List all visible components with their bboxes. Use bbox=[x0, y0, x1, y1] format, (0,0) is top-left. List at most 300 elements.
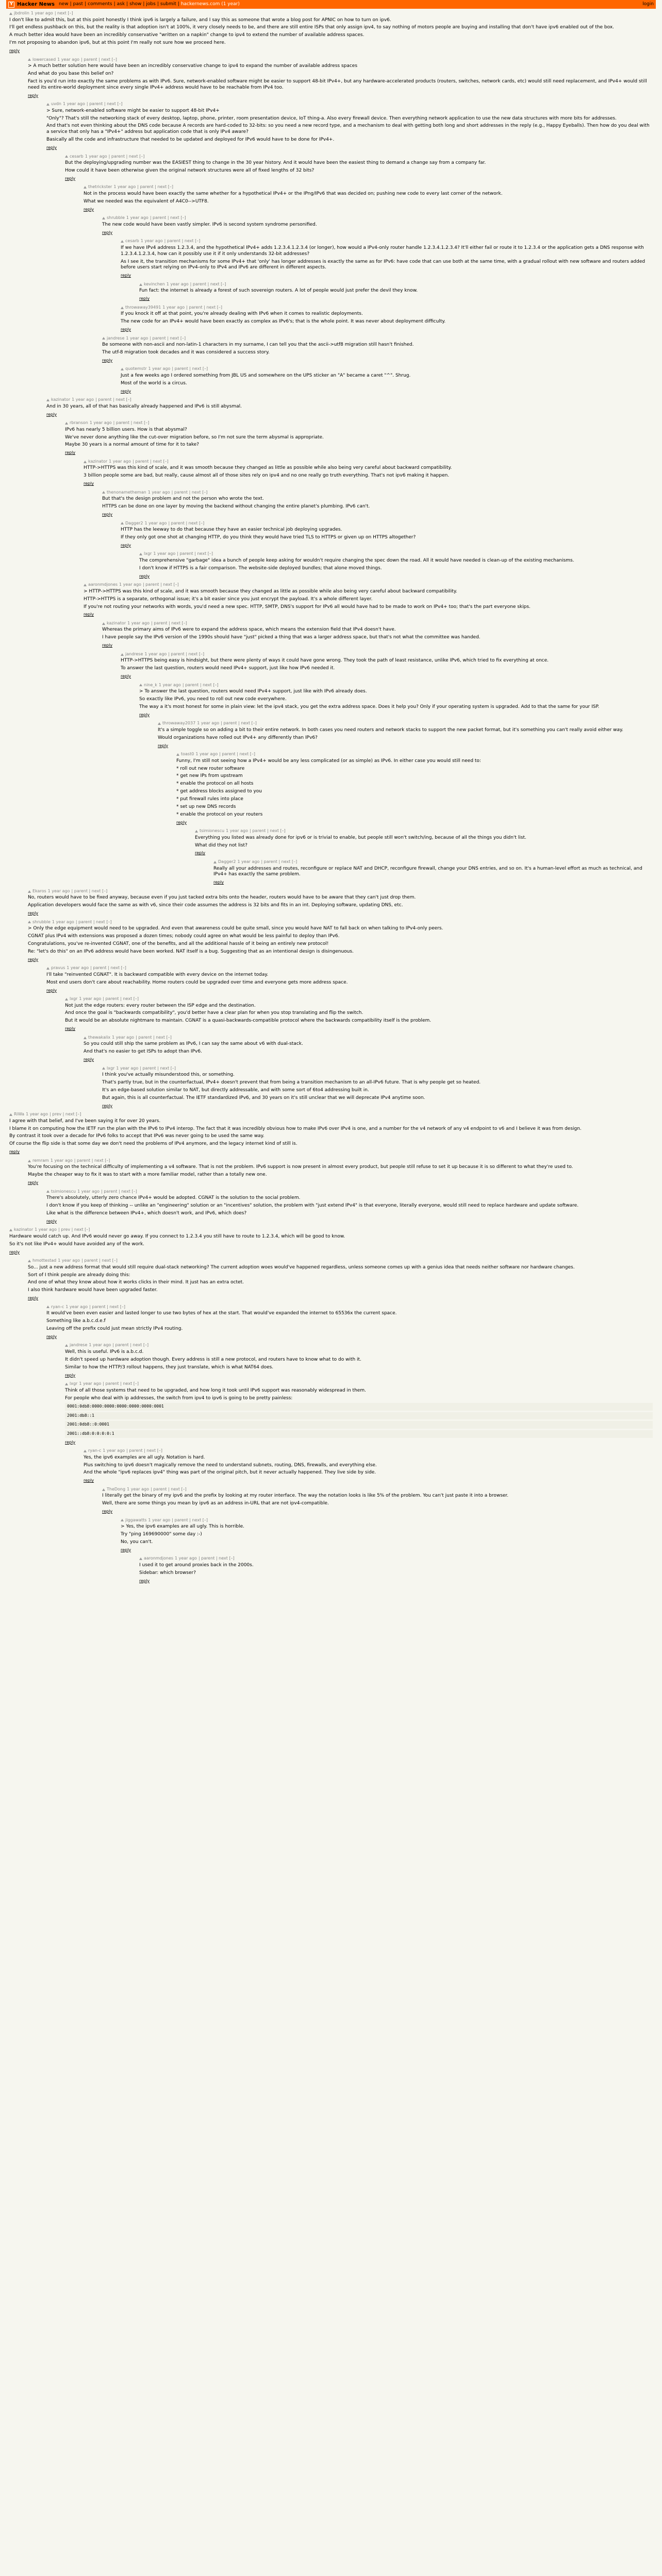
upvote-arrow-icon[interactable] bbox=[102, 622, 105, 625]
comment-nav-links[interactable]: | parent | next [–] bbox=[95, 397, 131, 402]
upvote-arrow-icon[interactable] bbox=[9, 1113, 12, 1116]
upvote-arrow-icon[interactable] bbox=[65, 1344, 68, 1347]
site-name-link[interactable]: Hacker News bbox=[17, 1, 55, 7]
comment-code-line: 2001:db8::1 bbox=[65, 1412, 653, 1420]
reply-link[interactable]: reply bbox=[213, 880, 224, 885]
comment-nav-links[interactable]: | parent | next [–] bbox=[150, 335, 186, 341]
comment-nav-links[interactable]: | parent | next [–] bbox=[164, 239, 201, 244]
comment-age[interactable]: 1 year ago bbox=[175, 1556, 197, 1561]
comment-nav-links[interactable]: | parent | next [–] bbox=[90, 965, 126, 971]
comment-meta bbox=[84, 1448, 653, 1454]
reply-link[interactable]: reply bbox=[65, 176, 76, 181]
comment-paragraph: I'll take "reinvented CGNAT". It is backward compatible with every device on the internet today. bbox=[46, 972, 269, 977]
comment-nav-links[interactable]: | prev | next [–] bbox=[49, 1112, 81, 1117]
comment-nav-links[interactable]: | parent | next [–] bbox=[103, 996, 139, 1002]
comment-paragraph: How could it have been otherwise given the original network structures were all of fixed lengths of 32 bits? bbox=[65, 168, 315, 174]
comment-nav-links[interactable]: | parent | next [–] bbox=[81, 1258, 118, 1263]
comment-body bbox=[28, 926, 653, 955]
upvote-arrow-icon[interactable] bbox=[139, 283, 142, 286]
reply-link[interactable]: reply bbox=[84, 1478, 94, 1483]
comment-body bbox=[46, 972, 653, 986]
comment-username[interactable]: thewakalix bbox=[88, 1035, 111, 1040]
comment-username[interactable]: jandrese bbox=[125, 651, 143, 656]
comment-age[interactable]: 1 year ago bbox=[52, 919, 74, 924]
reply-link[interactable]: reply bbox=[176, 820, 187, 825]
comment-age[interactable]: 1 year ago bbox=[35, 1227, 57, 1232]
comment-username[interactable]: Dagger2 bbox=[125, 520, 143, 526]
comment-age[interactable]: 1 year ago bbox=[126, 335, 148, 341]
comment-paragraph: The new code would have been vastly simpler. IPv6 is second system syndrome personified. bbox=[102, 222, 317, 227]
comment-meta bbox=[102, 1066, 653, 1072]
reply-link[interactable]: reply bbox=[139, 1578, 150, 1583]
comment-paragraph: But the deploying/upgrading number was the EASIEST thing to change in the 30 year history. And it would have been the easiest thing to demand a change say from a company far. bbox=[65, 160, 486, 166]
comment-age[interactable]: 1 year ago bbox=[103, 1448, 125, 1453]
comment-age[interactable]: 1 year ago bbox=[47, 888, 70, 893]
comment-username[interactable]: RiWa bbox=[14, 1112, 25, 1117]
comment-nav-links[interactable]: | prev | next [–] bbox=[58, 1227, 90, 1232]
comment-age[interactable]: 1 year ago bbox=[148, 1517, 171, 1522]
upvote-arrow-icon[interactable] bbox=[139, 684, 142, 686]
comment-nav-links[interactable]: | parent | next [–] bbox=[151, 1486, 187, 1492]
reply-link[interactable]: reply bbox=[9, 1149, 20, 1155]
comment-username[interactable]: jandrese bbox=[70, 1343, 88, 1348]
comment-paragraph: * roll out new router software bbox=[176, 766, 245, 771]
comment-age[interactable]: 1 year ago bbox=[116, 1065, 139, 1071]
upvote-arrow-icon[interactable] bbox=[46, 1190, 49, 1193]
y-logo-icon[interactable]: Y bbox=[8, 2, 14, 8]
reply-link[interactable]: reply bbox=[28, 911, 39, 916]
reply-link[interactable]: reply bbox=[121, 1547, 131, 1552]
comment-meta bbox=[65, 1381, 653, 1387]
reply-link[interactable]: reply bbox=[158, 743, 169, 748]
upvote-arrow-icon[interactable] bbox=[65, 155, 68, 158]
comment-paragraph: To answer the last question, routers would need IPv4+ support, just like how IPv6 needed it. bbox=[121, 666, 335, 671]
comment-age[interactable]: 1 year ago bbox=[30, 11, 53, 15]
upvote-arrow-icon[interactable] bbox=[28, 1260, 31, 1262]
comment-paragraph: Really all your addresses and routes, reconfigure or replace NAT and DHCP, reconfigure firewall, change your DNS entries, and so on. It's a human-level effort as much as technical, and IPv4+ has exactly the same problem. bbox=[213, 866, 642, 877]
comment-age[interactable]: 1 year ago bbox=[62, 101, 85, 107]
reply-link[interactable]: reply bbox=[102, 230, 113, 235]
comment-age[interactable]: 1 year ago bbox=[57, 57, 80, 62]
comment-username[interactable]: lowercased bbox=[32, 57, 56, 62]
comment-age[interactable]: 1 year ago bbox=[79, 996, 102, 1002]
comment-username[interactable]: aaronmdjones bbox=[144, 1556, 174, 1561]
comment-age[interactable]: 1 year ago bbox=[77, 1189, 100, 1194]
nav-link-new[interactable]: new bbox=[58, 2, 69, 7]
upvote-arrow-icon[interactable] bbox=[121, 368, 124, 370]
comment-paragraph: Fun fact: the internet is already a forest of such sovereign routers. A lot of people would just prefer the devil they know. bbox=[139, 288, 418, 294]
comment-age[interactable]: 1 year ago bbox=[58, 1258, 80, 1263]
comment-code-line: 2001::db8:0:0:0:0:1 bbox=[65, 1430, 653, 1438]
comment-paragraph: I also think hardware would have been upgraded faster. bbox=[28, 1287, 158, 1293]
comment bbox=[65, 154, 653, 182]
comment-paragraph: Just a few weeks ago I ordered something from JBL US and somewhere on the UPS sticker an "A" became a caret "^". Shrug. bbox=[121, 372, 411, 378]
comment-nav-links[interactable]: | parent | next [–] bbox=[75, 919, 112, 924]
reply-link[interactable]: reply bbox=[84, 207, 94, 212]
comment-nav-links[interactable]: | parent | next [–] bbox=[198, 1556, 235, 1561]
comment-nav-links[interactable]: | parent | next [–] bbox=[81, 57, 117, 62]
comment-paragraph: HTTP has the leeway to do that because they have an easier technical job deploying upgrades. bbox=[121, 527, 342, 533]
upvote-arrow-icon[interactable] bbox=[176, 753, 179, 756]
comment-username[interactable]: kazinator bbox=[88, 459, 108, 464]
comment-nav-links[interactable]: | parent | next [–] bbox=[140, 1065, 176, 1071]
comment-username[interactable]: rbranson bbox=[70, 420, 88, 426]
nav-link-ask[interactable]: ask bbox=[117, 2, 125, 7]
upvote-arrow-icon[interactable] bbox=[46, 967, 49, 970]
comment-age[interactable]: 1 year ago bbox=[72, 397, 94, 402]
comment bbox=[65, 1343, 653, 1379]
comment-nav-links[interactable]: | parent | next [–] bbox=[186, 304, 222, 310]
comment-paragraph: HTTP->HTTPS was this kind of scale, and it was smooth because they changed as little as possible while also being very careful about backward compatibility. bbox=[84, 465, 452, 471]
comment bbox=[121, 652, 653, 680]
comment-paragraph: IPv6 has nearly 5 billion users. How is that abysmal? bbox=[65, 427, 187, 432]
comment-age[interactable]: 1 year ago bbox=[113, 184, 136, 190]
nav-link-submit[interactable]: submit bbox=[160, 2, 176, 7]
comment-age[interactable]: 1 year ago bbox=[226, 828, 248, 834]
reply-link[interactable]: reply bbox=[121, 388, 131, 394]
comment-meta bbox=[65, 1343, 653, 1348]
comment-paragraph: Basically all the code and infrastructure that needed to be updated and deployed for IPv6 would have to be done for IPv4+. bbox=[46, 137, 335, 143]
comment-username[interactable]: kazinator bbox=[51, 397, 71, 402]
upvote-arrow-icon[interactable] bbox=[28, 58, 31, 61]
reply-link[interactable]: reply bbox=[46, 1334, 57, 1339]
reply-link[interactable]: reply bbox=[46, 412, 57, 417]
upvote-arrow-icon[interactable] bbox=[84, 584, 87, 586]
upvote-arrow-icon[interactable] bbox=[65, 998, 68, 1001]
comment-meta bbox=[158, 721, 653, 726]
upvote-arrow-icon[interactable] bbox=[121, 653, 124, 656]
upvote-arrow-icon[interactable] bbox=[84, 461, 87, 463]
comment-paragraph: "Only"? That's still the networking stack of every desktop, laptop, phone, printer, room presentation device, IoT thing-a. Also every firewall device. Then everything network application to use the new data structures with more bits for addresses. bbox=[46, 115, 617, 121]
upvote-arrow-icon[interactable] bbox=[102, 491, 105, 494]
upvote-arrow-icon[interactable] bbox=[46, 399, 49, 401]
reply-link[interactable]: reply bbox=[46, 1218, 57, 1224]
reply-link[interactable]: reply bbox=[195, 851, 206, 856]
reply-link[interactable]: reply bbox=[65, 1372, 76, 1378]
comment-username[interactable]: jbdrolin bbox=[14, 11, 29, 15]
reply-link[interactable]: reply bbox=[121, 674, 131, 679]
upvote-arrow-icon[interactable] bbox=[121, 307, 124, 309]
comment-nav-links[interactable]: | parent | next [–] bbox=[113, 420, 150, 426]
comment-username[interactable]: cesarb bbox=[70, 154, 84, 159]
comment-age[interactable]: 1 year ago bbox=[126, 215, 148, 221]
comment-nav-links[interactable]: | parent | next [–] bbox=[168, 651, 205, 656]
comment-age[interactable]: 1 year ago bbox=[195, 752, 218, 757]
comment-age[interactable]: 1 year ago bbox=[85, 154, 107, 159]
comment-paragraph: * get address blocks assigned to you bbox=[176, 789, 262, 794]
comment-paragraph: It's a simple toggle so on adding a bit to their entire network. In both cases you need routers and network stacks to support the new packet format, but it's something you can't really avoid either way. bbox=[158, 727, 623, 733]
comment-username[interactable]: kazinator bbox=[14, 1227, 34, 1232]
comment-username[interactable]: tsimionescu bbox=[200, 828, 225, 834]
reply-link[interactable]: reply bbox=[84, 1057, 94, 1062]
comment-nav-links[interactable]: | parent | next [–] bbox=[219, 752, 255, 757]
comment-age[interactable]: 1 year ago bbox=[237, 859, 260, 864]
reply-link[interactable]: reply bbox=[28, 957, 39, 962]
upvote-arrow-icon[interactable] bbox=[28, 890, 31, 893]
upvote-arrow-icon[interactable] bbox=[121, 240, 124, 243]
comment-age[interactable]: 1 year ago bbox=[197, 721, 220, 726]
comment-meta bbox=[28, 1258, 653, 1264]
comment-age[interactable]: 1 year ago bbox=[127, 1486, 149, 1492]
comment-username[interactable]: shrubble bbox=[32, 919, 51, 924]
nav-link-comments[interactable]: comments bbox=[88, 2, 112, 7]
reply-link[interactable]: reply bbox=[28, 1296, 39, 1301]
comment-nav-links[interactable]: | parent | next [–] bbox=[177, 551, 213, 556]
nav-link-past[interactable]: past bbox=[73, 2, 84, 7]
comment bbox=[28, 1158, 653, 1187]
reply-link[interactable]: reply bbox=[65, 450, 76, 455]
upvote-arrow-icon[interactable] bbox=[9, 12, 12, 15]
comment-nav-links[interactable]: | parent | next [–] bbox=[136, 1035, 172, 1040]
comment-age[interactable]: 1 year ago bbox=[50, 1158, 73, 1163]
comment-username[interactable]: nine_k bbox=[144, 682, 157, 687]
comment-nav-links[interactable]: | parent | next [–] bbox=[108, 154, 145, 159]
comment-nav-links[interactable]: | parent | next [–] bbox=[74, 1158, 110, 1163]
comment-paragraph: * enable the protocol on all hosts bbox=[176, 781, 254, 787]
comment-username[interactable]: tsimionescu bbox=[51, 1189, 76, 1194]
comment-username[interactable]: lxgr bbox=[107, 1065, 115, 1071]
comment bbox=[46, 1304, 653, 1341]
upvote-arrow-icon[interactable] bbox=[84, 1037, 87, 1039]
comment-paragraph: HTTP->HTTPS is a separate, orthogonal issue; it's a bit easier since you just encrypt the payload. It's a whole different layer. bbox=[84, 596, 373, 602]
reply-link[interactable]: reply bbox=[102, 358, 113, 363]
reply-link[interactable]: reply bbox=[121, 543, 131, 548]
comment-paragraph: > Sure, network-enabled software might be easier to support 48-bit IPv4+ bbox=[46, 108, 220, 113]
comment-nav-links[interactable]: | parent | next [–] bbox=[172, 1517, 208, 1522]
comment bbox=[121, 366, 653, 395]
comment-username[interactable]: shrubble bbox=[107, 215, 125, 221]
reply-link[interactable]: reply bbox=[121, 327, 131, 332]
comment-nav-links[interactable]: | parent | next [–] bbox=[150, 215, 186, 221]
upvote-arrow-icon[interactable] bbox=[65, 422, 68, 425]
comment-age[interactable]: 1 year ago bbox=[67, 965, 89, 971]
comment-username[interactable]: quotemstr bbox=[125, 366, 147, 371]
upvote-arrow-icon[interactable] bbox=[28, 921, 31, 923]
comment-paragraph: I used it to get around proxies back in the 2000s. bbox=[139, 1562, 254, 1568]
comment-username[interactable]: hmottestad bbox=[32, 1258, 57, 1263]
login-link[interactable]: login bbox=[642, 1, 654, 7]
comment-age[interactable]: 1 year ago bbox=[112, 1035, 135, 1040]
nav-link-show[interactable]: show bbox=[129, 2, 142, 7]
comment-age[interactable]: 1 year ago bbox=[65, 1304, 88, 1309]
comment-nav-links[interactable]: | parent | next [–] bbox=[151, 620, 187, 625]
upvote-arrow-icon[interactable] bbox=[102, 1488, 105, 1491]
reply-link[interactable]: reply bbox=[139, 296, 150, 301]
upvote-arrow-icon[interactable] bbox=[84, 186, 87, 189]
comment-username[interactable]: pravus bbox=[51, 965, 65, 971]
reply-link[interactable]: reply bbox=[65, 1439, 76, 1445]
comment-paragraph: > HTTP->HTTPS was this kind of scale, and it was smooth because they changed as little as possible while also being very careful about backward compatibility. bbox=[84, 588, 457, 594]
comment-paragraph: What we needed was the equivalent of A4C0-->UTF8. bbox=[84, 198, 209, 204]
comment-username[interactable]: jiggawatts bbox=[125, 1517, 147, 1522]
comment-username[interactable]: ryan-c bbox=[88, 1448, 102, 1453]
comment-username[interactable]: lxgr bbox=[70, 1381, 78, 1386]
comment-paragraph: I have people say the IPv6 version of the 1990s should have "just" picked a thing that was a larger address space, but that's not what the committee was handed. bbox=[102, 635, 481, 640]
comment-paragraph: If you knock it off at that point, you're already dealing with IPv6 when it comes to realistic deployments. bbox=[121, 311, 363, 317]
comment-paragraph: Well, there are some things you mean by ipv6 as an address in-URL that are not ipv4-compatible. bbox=[102, 1501, 329, 1506]
upvote-arrow-icon[interactable] bbox=[102, 1067, 105, 1070]
comment-meta bbox=[195, 828, 653, 834]
comment-username[interactable]: TheDong bbox=[107, 1486, 126, 1492]
comment-body bbox=[139, 288, 653, 294]
comment-age[interactable]: 1 year ago bbox=[109, 459, 131, 464]
upvote-arrow-icon[interactable] bbox=[139, 1557, 142, 1560]
comment-paragraph: If they only got one shot at changing HTTP, do you think they would have tried TLS to HTTPS or given up on HTTPS altogether? bbox=[121, 534, 416, 540]
reply-link[interactable]: reply bbox=[102, 1103, 113, 1108]
comment-body bbox=[65, 427, 653, 449]
comment-meta bbox=[65, 420, 653, 426]
comment-nav-links[interactable]: | parent | next [–] bbox=[190, 281, 226, 286]
comment-nav-links[interactable]: | parent | next [–] bbox=[142, 582, 179, 587]
comment-age[interactable]: 1 year ago bbox=[140, 239, 163, 244]
comment-age[interactable]: 1 year ago bbox=[148, 366, 171, 371]
comment-age[interactable]: 1 year ago bbox=[26, 1112, 48, 1117]
comment-body bbox=[28, 1265, 653, 1294]
comment-paragraph: Most of the world is a circus. bbox=[121, 380, 187, 386]
comment-username[interactable]: ryan-c bbox=[51, 1304, 64, 1309]
upvote-arrow-icon[interactable] bbox=[195, 830, 198, 833]
comment-meta bbox=[121, 305, 653, 311]
comment-nav-links[interactable]: | parent | next [–] bbox=[103, 1381, 139, 1386]
upvote-arrow-icon[interactable] bbox=[65, 1383, 68, 1385]
comment-paragraph: Fact is you'd run into exactly the same problems as with IPv6. Sure, network-enabled software might be easier to support 48-bit IPv4+, but any hardware-accelerated products (routers, switches, network cards, etc) would still need replacement, and IPv4+ would still need its entire-world deployment since every single IPv4+ address would have to be reachable from IPv4 too. bbox=[28, 78, 647, 90]
comment bbox=[84, 1448, 653, 1484]
comment-body bbox=[139, 689, 653, 710]
comment-age[interactable]: 1 year ago bbox=[144, 651, 167, 656]
comment-paragraph: But that's the design problem and not the person who wrote the text. bbox=[102, 496, 264, 502]
comment-age[interactable]: 1 year ago bbox=[153, 551, 176, 556]
reply-link[interactable]: reply bbox=[65, 1026, 76, 1031]
upvote-arrow-icon[interactable] bbox=[46, 1306, 49, 1308]
reply-link[interactable]: reply bbox=[28, 1180, 39, 1185]
nav-separator: | bbox=[177, 2, 179, 7]
reply-link[interactable]: reply bbox=[46, 988, 57, 993]
comment-username[interactable]: Dagger2 bbox=[218, 859, 236, 864]
comment-nav-links[interactable]: | parent | next [–] bbox=[168, 520, 205, 526]
comment-age[interactable]: 1 year ago bbox=[119, 582, 141, 587]
comment-meta bbox=[46, 965, 653, 971]
comment-username[interactable]: lxgr bbox=[144, 551, 152, 556]
comment-username[interactable]: uvdn bbox=[51, 101, 61, 107]
reply-link[interactable]: reply bbox=[102, 512, 113, 517]
comment-age[interactable]: 1 year ago bbox=[89, 1343, 111, 1348]
comment-nav-links[interactable]: | parent | next [–] bbox=[249, 828, 286, 834]
comment-username[interactable]: thenonametheman bbox=[107, 489, 146, 495]
comment-nav-links[interactable]: | parent | next [–] bbox=[112, 1343, 149, 1348]
comment-paragraph: Like what is the difference between IPv4+, which doesn't work, and IPv6, which does? bbox=[46, 1210, 247, 1216]
comment-paragraph: The way a it's most honest for some in plain view: let the ipv4 stack, you get the extra address space. Does it help you? Only if your operating system is upgraded. Add to that the same for your ISP. bbox=[139, 704, 600, 709]
comment-body bbox=[102, 1493, 653, 1507]
comment-username[interactable]: toast0 bbox=[181, 752, 194, 757]
reply-link[interactable]: reply bbox=[121, 273, 131, 278]
comment-body bbox=[84, 191, 653, 205]
upvote-arrow-icon[interactable] bbox=[46, 103, 49, 106]
reply-link[interactable]: reply bbox=[84, 612, 94, 617]
comment-body bbox=[102, 342, 653, 356]
comment-username[interactable]: jandrese bbox=[107, 335, 125, 341]
comment-nav-links[interactable]: | parent | next [–] bbox=[182, 682, 219, 687]
comment-nav-links[interactable]: | parent | next [–] bbox=[261, 859, 297, 864]
comment-paragraph: But it would be an absolute nightmare to maintain. CGNAT is a quasi-backwards-compatible protocol where the backwards compatibility itself is the problem. bbox=[65, 1018, 432, 1024]
comment-age[interactable]: 1 year ago bbox=[158, 682, 181, 687]
comment-username[interactable]: Ekaros bbox=[32, 888, 46, 893]
reply-link[interactable]: reply bbox=[139, 573, 150, 579]
comment-username[interactable]: kevinchen bbox=[144, 281, 165, 286]
comment-paragraph: We've never done anything like the cut-over migration before, so I'm not sure the term abysmal is appropriate. bbox=[65, 434, 324, 440]
comment-age[interactable]: 1 year ago bbox=[79, 1381, 102, 1386]
comment-username[interactable]: cesarb bbox=[125, 239, 139, 244]
reply-link[interactable]: reply bbox=[28, 93, 39, 98]
comment-body bbox=[121, 245, 653, 272]
reply-link[interactable]: reply bbox=[102, 643, 113, 648]
upvote-arrow-icon[interactable] bbox=[139, 553, 142, 555]
comment-username[interactable]: thetrickster bbox=[88, 184, 112, 190]
reply-link[interactable]: reply bbox=[139, 712, 150, 717]
upvote-arrow-icon[interactable] bbox=[28, 1160, 31, 1162]
reply-link[interactable]: reply bbox=[46, 145, 57, 150]
comment-nav-links[interactable]: | parent | next [–] bbox=[101, 1189, 137, 1194]
comment-nav-links[interactable]: | parent | next [–] bbox=[172, 366, 208, 371]
comment-nav-links[interactable]: | parent | next [–] bbox=[71, 888, 108, 893]
comment-age[interactable]: 1 year ago bbox=[144, 520, 167, 526]
reply-link[interactable]: reply bbox=[9, 48, 20, 54]
comment bbox=[65, 996, 653, 1032]
reply-link[interactable]: reply bbox=[102, 1509, 113, 1514]
comment-meta bbox=[121, 1518, 653, 1523]
comment-age[interactable]: 1 year ago bbox=[89, 420, 112, 426]
upvote-arrow-icon[interactable] bbox=[9, 1229, 12, 1231]
comment-nav-links[interactable]: | parent | next [–] bbox=[171, 489, 208, 495]
upvote-arrow-icon[interactable] bbox=[84, 1450, 87, 1452]
upvote-arrow-icon[interactable] bbox=[102, 337, 105, 340]
comment-body bbox=[46, 404, 653, 410]
comment-meta bbox=[102, 621, 653, 626]
upvote-arrow-icon[interactable] bbox=[121, 1519, 124, 1521]
reply-link[interactable]: reply bbox=[9, 1249, 20, 1255]
comment-username[interactable]: throwaway2037 bbox=[162, 721, 196, 726]
hn-page bbox=[6, 0, 656, 1584]
comment-paragraph: Not in the process would have been exactly the same whether for a hypothetical IPv4+ or the IPng/IPv6 that was decided on; pushing new code to every last corner of the network. bbox=[84, 191, 503, 196]
comment-nav-links[interactable]: | parent | next [–] bbox=[126, 1448, 162, 1453]
comment-username[interactable]: lxgr bbox=[70, 996, 78, 1002]
comment-age[interactable]: 1 year ago bbox=[166, 281, 189, 286]
comment-nav-links[interactable]: | parent | next [–] bbox=[89, 1304, 125, 1309]
comment-nav-links[interactable]: | parent | next [–] bbox=[86, 101, 123, 107]
comment-age[interactable]: 1 year ago bbox=[147, 489, 170, 495]
reply-link[interactable]: reply bbox=[84, 481, 94, 486]
upvote-arrow-icon[interactable] bbox=[158, 722, 161, 725]
comment-age[interactable]: 1 year ago bbox=[127, 620, 150, 625]
upvote-arrow-icon[interactable] bbox=[213, 861, 217, 863]
comment-paragraph: And the whole "ipv6 replaces ipv4" thing was part of the original pitch, but it never actually happened. They live side by side. bbox=[84, 1470, 376, 1476]
nav-separator: | bbox=[85, 2, 87, 7]
comment-meta bbox=[121, 652, 653, 657]
comment-username[interactable]: remram bbox=[32, 1158, 49, 1163]
comment-username[interactable]: kazinator bbox=[107, 620, 126, 625]
comment-meta bbox=[139, 683, 653, 688]
comment-paragraph: > Yes, the ipv6 examples are all ugly. This is horrible. bbox=[121, 1524, 245, 1530]
comment-username[interactable]: throwaway39491 bbox=[125, 304, 161, 310]
comment-nav-links[interactable]: | next [–] bbox=[54, 11, 73, 15]
comment-nav-links[interactable]: | parent | next [–] bbox=[137, 184, 173, 190]
comment-age[interactable]: 1 year ago bbox=[162, 304, 185, 310]
comment-username[interactable]: aaronmdjones bbox=[88, 582, 118, 587]
upvote-arrow-icon[interactable] bbox=[121, 522, 124, 524]
comment-nav-links[interactable]: | parent | next [–] bbox=[133, 459, 169, 464]
nav-link-jobs[interactable]: jobs bbox=[146, 2, 156, 7]
comment-nav-links[interactable]: | parent | next [–] bbox=[221, 721, 257, 726]
upvote-arrow-icon[interactable] bbox=[102, 217, 105, 219]
